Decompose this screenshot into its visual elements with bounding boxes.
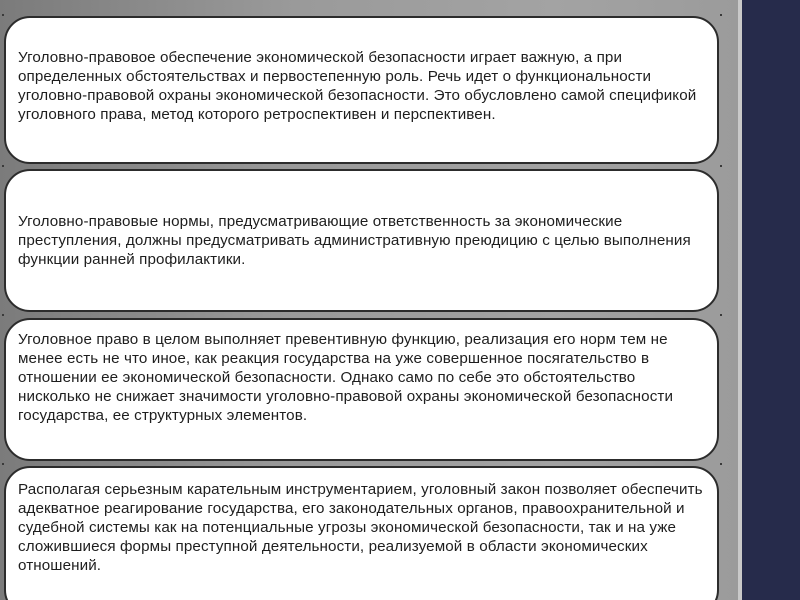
connector-dot <box>720 165 722 167</box>
text-block-1-text: Уголовно-правовое обеспечение экономической безопасности играет важную, а при определенных обстоятельствах и первостепенную роль. Речь идет о функциональности уголовно-правовой охраны экономической безопасности. Это обусловлено самой спецификой уголовного права, метод которого ретроспективен и перспективен. <box>18 49 697 123</box>
side-bar-navy <box>742 0 800 600</box>
text-block-3-text: Уголовное право в целом выполняет превентивную функцию, реализация его норм тем не менее есть не что иное, как реакция государства на уже совершенное посягательство в отношении ее экономической безопасности. Однако само по себе это обстоятельство нисколько не снижает значимости уголовно-правовой охраны экономической безопасности государства, ее структурных элементов. <box>18 331 674 424</box>
text-block-4-text: Располагая серьезным карательным инструментарием, уголовный закон позволяет обеспечить адекватное реагирование государства, его законодательных органов, правоохранительной и судебной системы как на потенциальные угрозы экономической безопасности, так и на уже сложившиеся формы преступной деятельности, реализуемой в области экономических отношений. <box>18 481 703 574</box>
text-block-1 <box>4 16 719 164</box>
connector-dot <box>720 463 722 465</box>
connector-dot <box>2 314 4 316</box>
text-block-4 <box>4 466 719 600</box>
connector-dot <box>2 14 4 16</box>
connector-dot <box>720 14 722 16</box>
text-block-2-text: Уголовно-правовые нормы, предусматривающие ответственность за экономические преступления, должны предусматривать административную преюдицию с целью выполнения функции ранней профилактики. <box>18 213 691 268</box>
connector-dot <box>720 314 722 316</box>
connector-dot <box>2 463 4 465</box>
connector-dot <box>2 165 4 167</box>
text-block-3 <box>4 318 719 461</box>
text-block-2 <box>4 169 719 312</box>
